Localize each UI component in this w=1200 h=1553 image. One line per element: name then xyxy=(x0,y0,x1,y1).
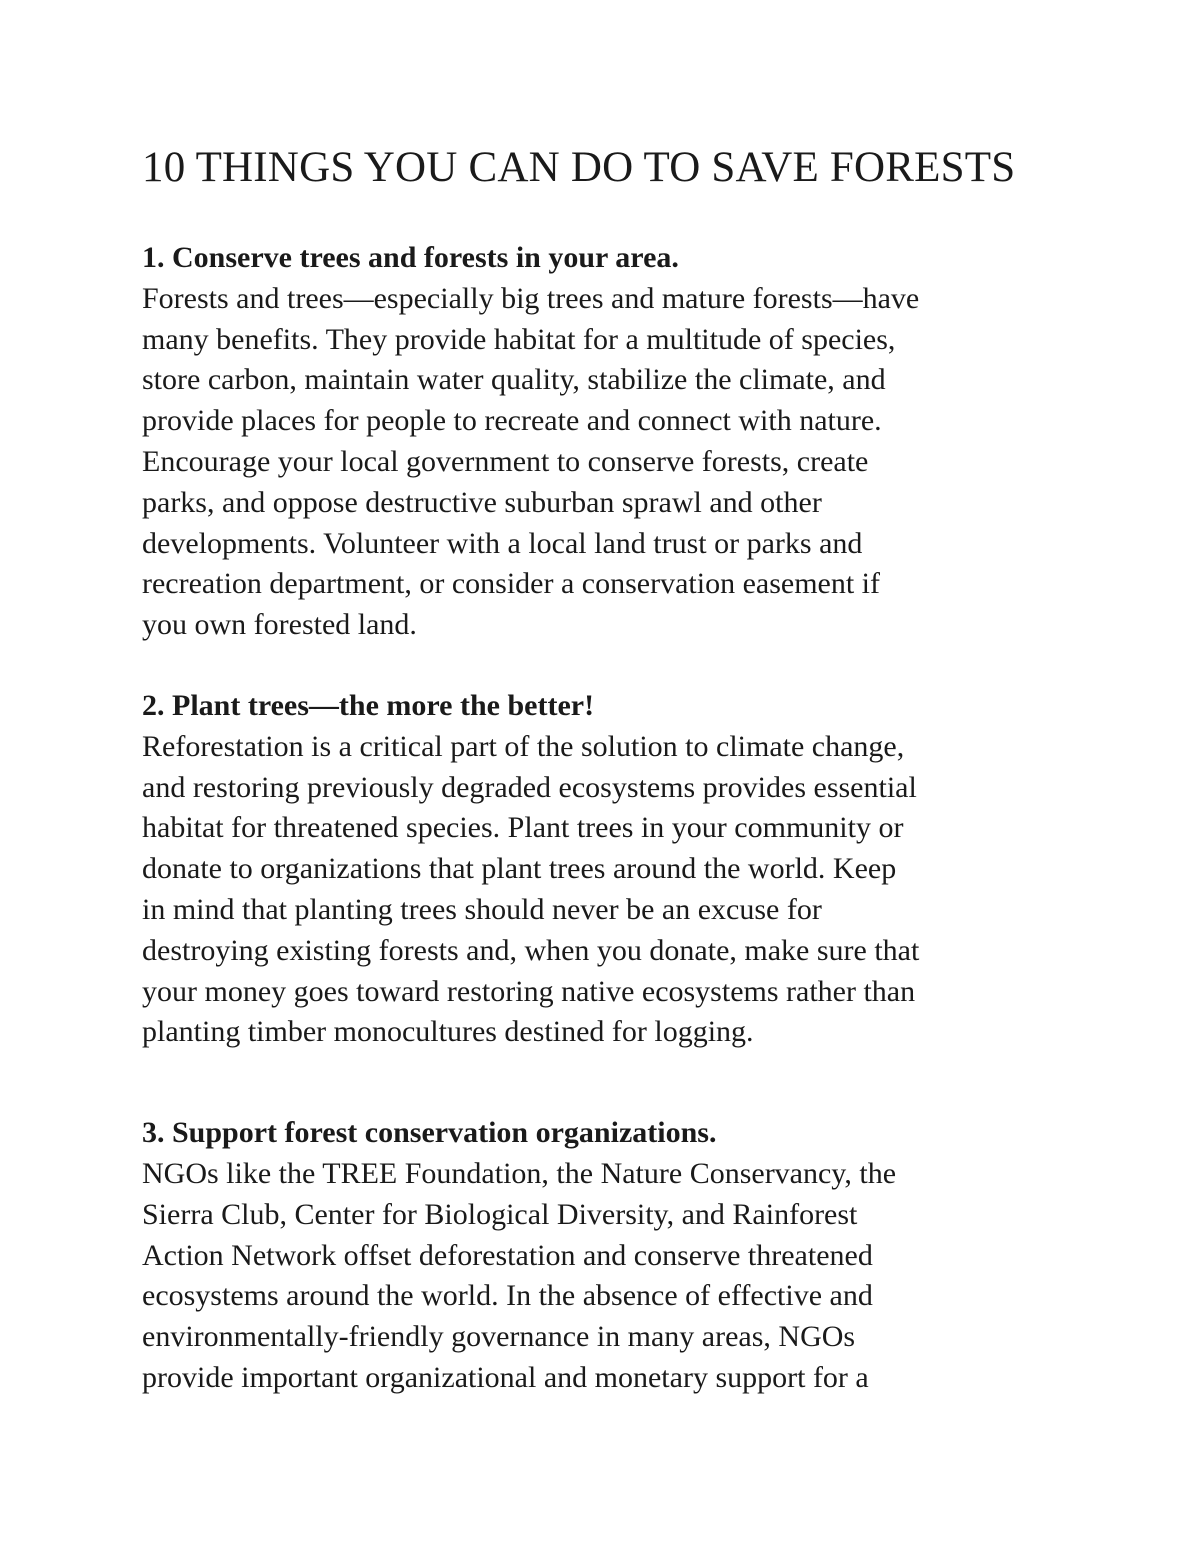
text-line: Encourage your local government to conserve forests, create xyxy=(142,444,869,478)
document-title: 10 THINGS YOU CAN DO TO SAVE FORESTS xyxy=(142,144,1016,191)
text-line: NGOs like the TREE Foundation, the Nature Conservancy, the xyxy=(142,1156,897,1190)
section-2 xyxy=(142,686,1082,1053)
text-line: store carbon, maintain water quality, stabilize the climate, and xyxy=(142,363,886,397)
section-body xyxy=(142,727,1082,1053)
section-spacer xyxy=(142,1053,1082,1113)
section-3 xyxy=(142,1113,1082,1399)
text-line: habitat for threatened species. Plant trees in your community or xyxy=(142,811,904,845)
text-line: Reforestation is a critical part of the solution to climate change, xyxy=(142,729,905,763)
text-line: donate to organizations that plant trees around the world. Keep xyxy=(142,852,897,886)
section-heading: 3. Support forest conservation organizations. xyxy=(142,1116,717,1150)
section-1 xyxy=(142,238,1082,646)
section-body xyxy=(142,1154,1082,1399)
section-heading: 2. Plant trees—the more the better! xyxy=(142,688,595,722)
text-line: developments. Volunteer with a local land trust or parks and xyxy=(142,526,863,560)
text-line: you own forested land. xyxy=(142,608,417,642)
text-line: Sierra Club, Center for Biological Diversity, and Rainforest xyxy=(142,1197,858,1231)
text-line: parks, and oppose destructive suburban sprawl and other xyxy=(142,485,822,519)
text-line: recreation department, or consider a conservation easement if xyxy=(142,567,881,601)
text-line: and restoring previously degraded ecosystems provides essential xyxy=(142,770,917,804)
text-line: ecosystems around the world. In the absence of effective and xyxy=(142,1279,873,1313)
text-line: many benefits. They provide habitat for a multitude of species, xyxy=(142,322,896,356)
section-heading: 1. Conserve trees and forests in your area. xyxy=(142,241,679,274)
section-spacer xyxy=(142,646,1082,686)
text-line: Action Network offset deforestation and conserve threatened xyxy=(142,1238,873,1272)
text-line: environmentally-friendly governance in many areas, NGOs xyxy=(142,1320,856,1354)
text-line: destroying existing forests and, when you donate, make sure that xyxy=(142,933,920,967)
text-line: provide important organizational and monetary support for a xyxy=(142,1360,869,1394)
text-line: planting timber monocultures destined for logging. xyxy=(142,1015,754,1049)
text-line: Forests and trees—especially big trees and mature forests—have xyxy=(142,281,920,315)
section-body xyxy=(142,279,1082,646)
text-line: provide places for people to recreate and connect with nature. xyxy=(142,404,882,438)
text-line: your money goes toward restoring native ecosystems rather than xyxy=(142,974,916,1008)
text-line: in mind that planting trees should never be an excuse for xyxy=(142,892,822,926)
document-page xyxy=(142,142,1082,1399)
